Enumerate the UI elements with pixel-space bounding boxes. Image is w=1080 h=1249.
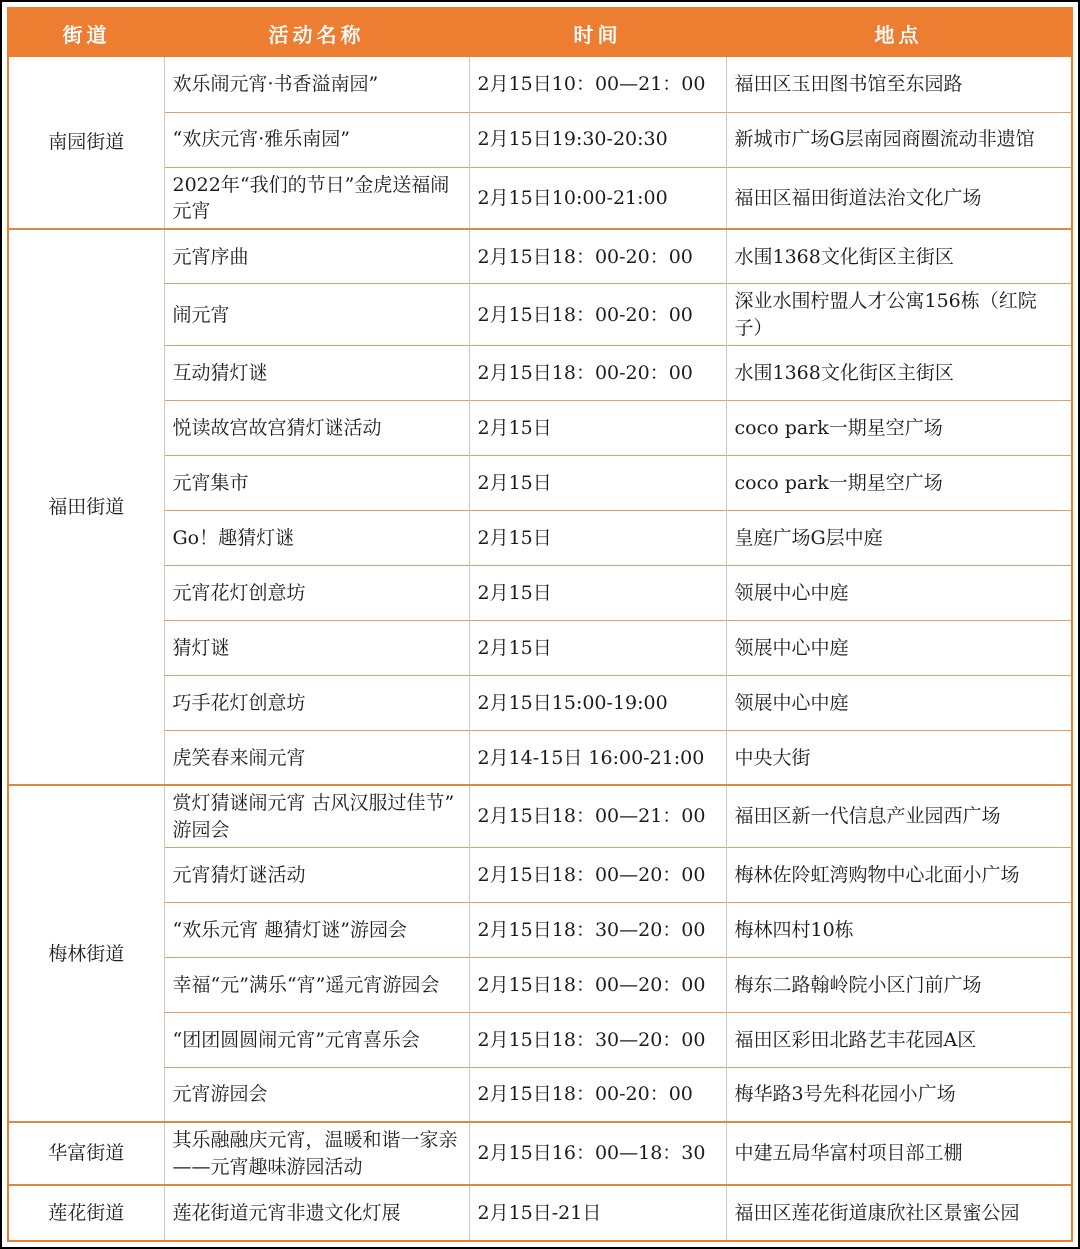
time-cell: 2月15日 — [469, 620, 726, 675]
street-cell: 福田街道 — [9, 229, 164, 785]
table-header-row — [9, 9, 1071, 57]
location-cell: 福田区福田街道法治文化广场 — [726, 167, 1071, 229]
activity-name-cell: Go！趣猜灯谜 — [164, 510, 469, 565]
table-body — [9, 57, 1071, 1240]
location-cell: 水围1368文化街区主街区 — [726, 345, 1071, 400]
activity-name-cell: 元宵游园会 — [164, 1067, 469, 1122]
activity-name-cell: 虎笑春来闹元宵 — [164, 730, 469, 785]
activity-name-cell: 巧手花灯创意坊 — [164, 675, 469, 730]
activity-name-cell: “欢乐元宵 趣猜灯谜”游园会 — [164, 902, 469, 957]
activity-name-cell: 互动猜灯谜 — [164, 345, 469, 400]
time-cell: 2月15日18：00-20：00 — [469, 229, 726, 284]
table-row — [9, 847, 1071, 902]
time-cell: 2月15日18：00—20：00 — [469, 847, 726, 902]
time-cell: 2月15日10:00-21:00 — [469, 167, 726, 229]
time-cell: 2月15日 — [469, 455, 726, 510]
activity-name-cell: 其乐融融庆元宵，温暖和谐一家亲——元宵趣味游园活动 — [164, 1122, 469, 1184]
activity-name-cell: 莲花街道元宵非遗文化灯展 — [164, 1185, 469, 1240]
activity-name-cell: 元宵花灯创意坊 — [164, 565, 469, 620]
table-row — [9, 229, 1071, 284]
time-cell: 2月15日18：00-20：00 — [469, 345, 726, 400]
table-row — [9, 345, 1071, 400]
activity-name-cell: 猜灯谜 — [164, 620, 469, 675]
activity-name-cell: 元宵猜灯谜活动 — [164, 847, 469, 902]
time-cell: 2月15日 — [469, 510, 726, 565]
time-cell: 2月15日16：00—18：30 — [469, 1122, 726, 1184]
table-row — [9, 455, 1071, 510]
location-cell: coco park一期星空广场 — [726, 400, 1071, 455]
location-cell: 福田区彩田北路艺丰花园A区 — [726, 1012, 1071, 1067]
activity-name-cell: 闹元宵 — [164, 284, 469, 345]
location-cell: 领展中心中庭 — [726, 620, 1071, 675]
location-cell: 梅林四村10栋 — [726, 902, 1071, 957]
table-row — [9, 1122, 1071, 1184]
time-cell: 2月15日18：30—20：00 — [469, 1012, 726, 1067]
street-cell: 南园街道 — [9, 57, 164, 229]
activity-name-cell: 2022年“我们的节日”金虎送福闹元宵 — [164, 167, 469, 229]
street-cell: 华富街道 — [9, 1122, 164, 1184]
time-cell: 2月15日18：00-20：00 — [469, 1067, 726, 1122]
activities-table — [9, 9, 1071, 1240]
location-cell: 领展中心中庭 — [726, 565, 1071, 620]
activity-name-cell: “团团圆圆闹元宵”元宵喜乐会 — [164, 1012, 469, 1067]
location-cell: 福田区新一代信息产业园西广场 — [726, 785, 1071, 847]
table-row — [9, 785, 1071, 847]
activity-name-cell: 悦读故宫故宫猜灯谜活动 — [164, 400, 469, 455]
header-cell-location: 地点 — [726, 9, 1071, 57]
time-cell: 2月15日 — [469, 565, 726, 620]
street-cell: 莲花街道 — [9, 1185, 164, 1240]
time-cell: 2月15日19:30-20:30 — [469, 112, 726, 167]
table-row — [9, 1185, 1071, 1240]
table-row — [9, 284, 1071, 345]
activity-name-cell: 赏灯猜谜闹元宵 古风汉服过佳节” 游园会 — [164, 785, 469, 847]
activity-name-cell: “欢庆元宵·雅乐南园” — [164, 112, 469, 167]
location-cell: 梅林佐阾虹湾购物中心北面小广场 — [726, 847, 1071, 902]
table-row — [9, 730, 1071, 785]
header-cell-street: 街道 — [9, 9, 164, 57]
table-row — [9, 167, 1071, 229]
location-cell: 中央大街 — [726, 730, 1071, 785]
street-cell: 梅林街道 — [9, 785, 164, 1122]
location-cell: 水围1368文化街区主街区 — [726, 229, 1071, 284]
location-cell: 福田区玉田图书馆至东园路 — [726, 57, 1071, 112]
time-cell: 2月15日18：00—20：00 — [469, 957, 726, 1012]
time-cell: 2月15日18：00-20：00 — [469, 284, 726, 345]
table-row — [9, 620, 1071, 675]
table-row — [9, 510, 1071, 565]
table-row — [9, 1067, 1071, 1122]
table-row — [9, 400, 1071, 455]
time-cell: 2月15日-21日 — [469, 1185, 726, 1240]
location-cell: 新城市广场G层南园商圈流动非遗馆 — [726, 112, 1071, 167]
activity-name-cell: 欢乐闹元宵·书香溢南园” — [164, 57, 469, 112]
header-cell-time: 时间 — [469, 9, 726, 57]
location-cell: 梅华路3号先科花园小广场 — [726, 1067, 1071, 1122]
table-row — [9, 57, 1071, 112]
time-cell: 2月14-15日 16:00-21:00 — [469, 730, 726, 785]
location-cell: 梅东二路翰岭院小区门前广场 — [726, 957, 1071, 1012]
table-row — [9, 957, 1071, 1012]
location-cell: 中建五局华富村项目部工棚 — [726, 1122, 1071, 1184]
time-cell: 2月15日18：30—20：00 — [469, 902, 726, 957]
table-row — [9, 112, 1071, 167]
table-row — [9, 1012, 1071, 1067]
time-cell: 2月15日15:00-19:00 — [469, 675, 726, 730]
table-row — [9, 565, 1071, 620]
activity-name-cell: 元宵序曲 — [164, 229, 469, 284]
time-cell: 2月15日 — [469, 400, 726, 455]
activity-name-cell: 元宵集市 — [164, 455, 469, 510]
location-cell: 领展中心中庭 — [726, 675, 1071, 730]
activities-table-wrap — [7, 7, 1073, 1242]
time-cell: 2月15日10：00—21：00 — [469, 57, 726, 112]
location-cell: 深业水围柠盟人才公寓156栋（红院子） — [726, 284, 1071, 345]
location-cell: coco park一期星空广场 — [726, 455, 1071, 510]
header-cell-activity: 活动名称 — [164, 9, 469, 57]
table-row — [9, 675, 1071, 730]
activity-name-cell: 幸福“元”满乐“宵”遥元宵游园会 — [164, 957, 469, 1012]
location-cell: 福田区莲花街道康欣社区景蜜公园 — [726, 1185, 1071, 1240]
location-cell: 皇庭广场G层中庭 — [726, 510, 1071, 565]
table-row — [9, 902, 1071, 957]
time-cell: 2月15日18：00—21：00 — [469, 785, 726, 847]
